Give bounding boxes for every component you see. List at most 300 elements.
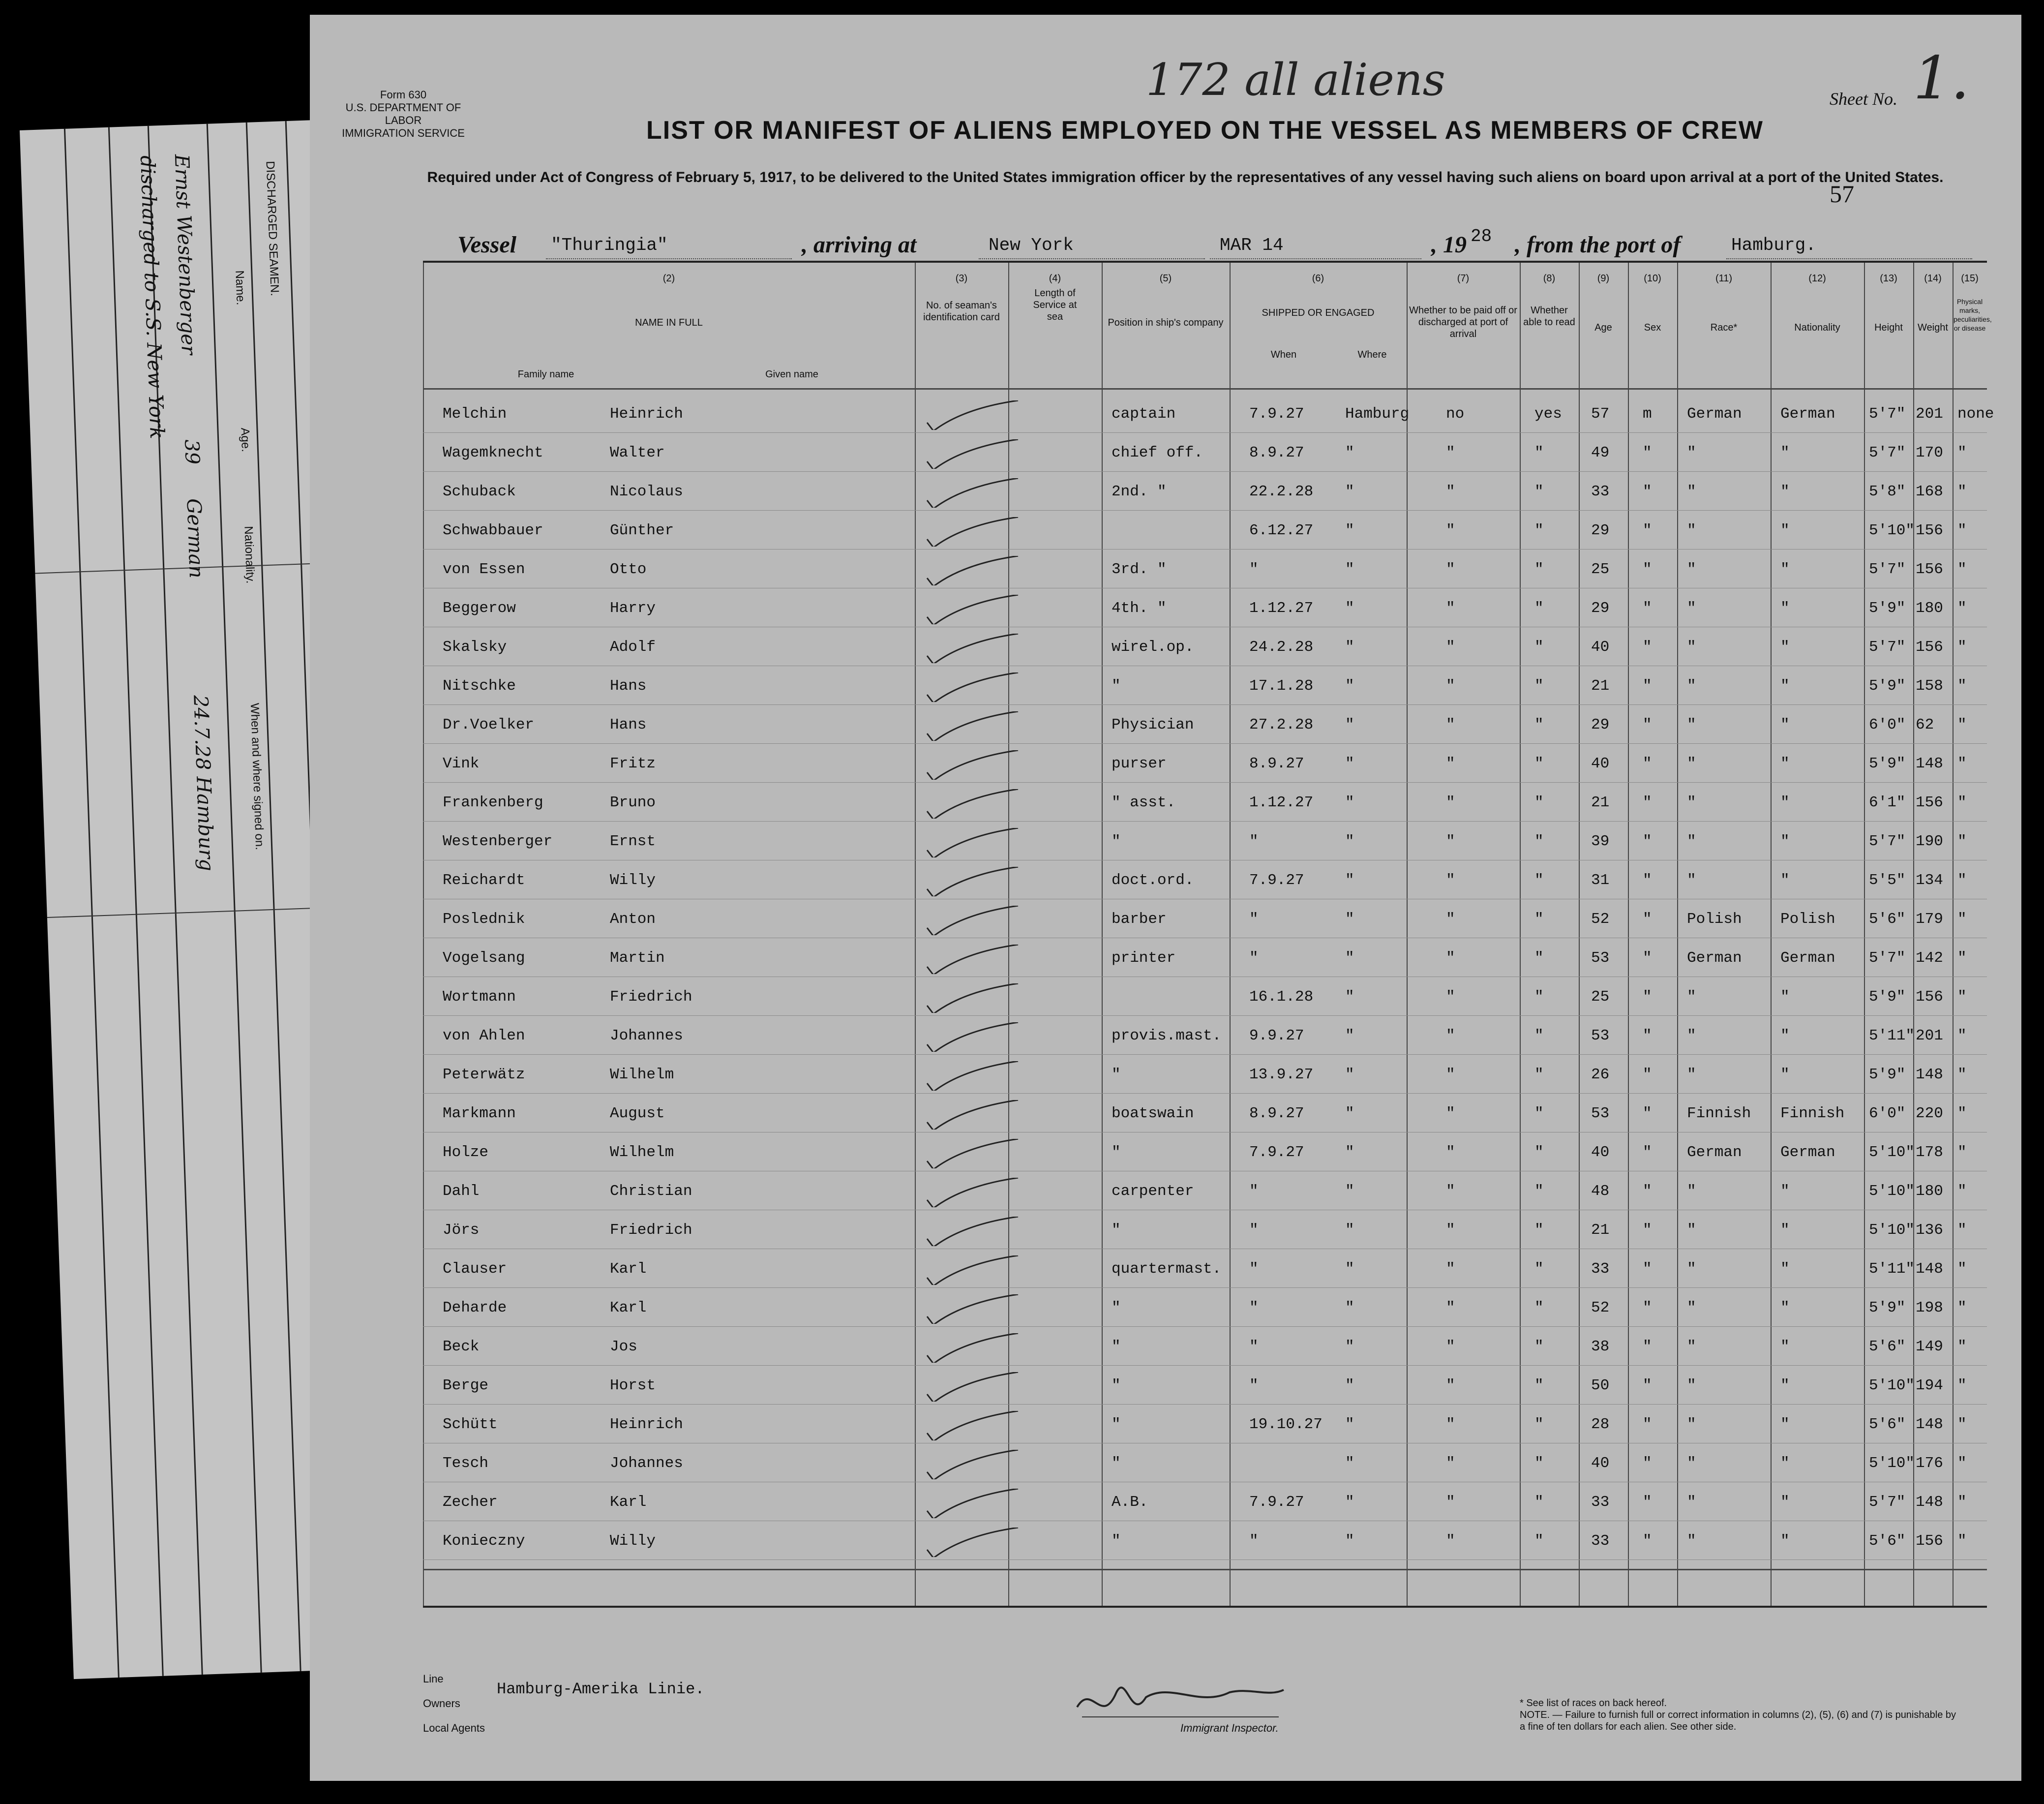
cell-position: " <box>1112 1532 1121 1550</box>
cell-given: Karl <box>610 1494 647 1511</box>
cell-marks: " <box>1957 444 1967 461</box>
cell-height: 5'10" <box>1869 1455 1915 1472</box>
cell-sex: " <box>1643 444 1652 461</box>
id-card-check-mark <box>925 556 1023 585</box>
col14-number: (14) <box>1924 273 1942 284</box>
cell-age: 33 <box>1591 1494 1610 1511</box>
id-card-check-mark <box>925 1139 1023 1168</box>
cell-where: " <box>1345 1455 1354 1472</box>
cell-nationality: " <box>1780 716 1790 734</box>
cell-race: " <box>1687 988 1696 1006</box>
cell-height: 5'9" <box>1869 1299 1906 1316</box>
cell-given: Friedrich <box>610 1222 692 1239</box>
crew-table <box>423 261 1994 1608</box>
cell-read: " <box>1534 1105 1544 1122</box>
col5-title: Position in ship's company <box>1108 317 1224 328</box>
cell-paid-off: " <box>1446 1455 1455 1472</box>
cell-race: " <box>1687 1299 1696 1316</box>
cell-family: Vink <box>443 755 480 772</box>
cell-read: " <box>1534 872 1544 889</box>
cell-sex: " <box>1643 1377 1652 1394</box>
slip-col-signed: When and where signed on. <box>247 703 267 851</box>
cell-read: " <box>1534 755 1544 772</box>
cell-paid-off: " <box>1446 833 1455 850</box>
col13-title: Height <box>1874 322 1903 333</box>
cell-where: " <box>1345 1066 1354 1083</box>
cell-marks: " <box>1957 1299 1967 1316</box>
cell-weight: 158 <box>1916 677 1943 695</box>
cell-weight: 62 <box>1916 716 1934 734</box>
cell-when: " <box>1249 1222 1259 1239</box>
id-card-check-mark <box>925 1294 1023 1324</box>
id-card-check-mark <box>925 517 1023 547</box>
cell-given: Willy <box>610 1532 656 1550</box>
cell-position: 2nd. " <box>1112 483 1167 500</box>
cell-given: Hans <box>610 677 647 695</box>
cell-when: " <box>1249 1338 1259 1355</box>
cell-position: " <box>1112 1222 1121 1239</box>
cell-age: 26 <box>1591 1066 1610 1083</box>
form-number: Form 630 <box>380 89 427 101</box>
cell-height: 5'9" <box>1869 1066 1906 1083</box>
cell-marks: " <box>1957 1532 1967 1550</box>
cell-nationality: " <box>1780 522 1790 539</box>
col12-title: Nationality <box>1794 322 1840 333</box>
cell-paid-off: " <box>1446 794 1455 811</box>
cell-read: " <box>1534 677 1544 695</box>
row-rule <box>423 1093 1987 1094</box>
cell-weight: 149 <box>1916 1338 1943 1355</box>
col-given-name: Given name <box>765 369 818 380</box>
id-card-check-mark <box>925 750 1023 780</box>
row-rule <box>423 1365 1987 1366</box>
cell-age: 57 <box>1591 405 1610 423</box>
slip-entry-signed: 24.7.28 Hamburg <box>189 695 218 872</box>
cell-sex: " <box>1643 833 1652 850</box>
id-card-check-mark <box>925 945 1023 974</box>
cell-when: 9.9.27 <box>1249 1027 1304 1044</box>
cell-position: barber <box>1112 911 1167 928</box>
cell-age: 29 <box>1591 716 1610 734</box>
cell-when: 13.9.27 <box>1249 1066 1314 1083</box>
col11-number: (11) <box>1715 273 1733 284</box>
cell-weight: 142 <box>1916 949 1943 967</box>
cell-marks: " <box>1957 1455 1967 1472</box>
page-subtitle: Required under Act of Congress of February 5, 1917, to be delivered to the United States immigration officer by the representatives of any vessel having such aliens on board upon arrival at a port of the United States. <box>427 169 1944 185</box>
cell-position: " <box>1112 677 1121 695</box>
cell-marks: " <box>1957 600 1967 617</box>
cell-sex: " <box>1643 522 1652 539</box>
cell-family: Deharde <box>443 1299 507 1316</box>
id-card-check-mark <box>925 634 1023 663</box>
cell-family: Vogelsang <box>443 949 525 967</box>
cell-height: 5'9" <box>1869 677 1906 695</box>
col7-title: Whether to be paid off or discharged at port of arrival <box>1409 305 1517 339</box>
col3-number: (3) <box>955 273 968 284</box>
col8-title: Whether able to read <box>1523 305 1575 328</box>
col14-title: Weight <box>1918 322 1948 333</box>
cell-given: Friedrich <box>610 988 692 1006</box>
cell-where: " <box>1345 1494 1354 1511</box>
cell-family: Holze <box>443 1144 489 1161</box>
cell-race: " <box>1687 639 1696 656</box>
arriving-label: , arriving at <box>802 232 917 258</box>
cell-age: 40 <box>1591 755 1610 772</box>
slip-title: DISCHARGED SEAMEN. <box>263 160 282 297</box>
cell-race: " <box>1687 444 1696 461</box>
cell-height: 5'6" <box>1869 1338 1906 1355</box>
cell-age: 33 <box>1591 483 1610 500</box>
cell-when: 7.9.27 <box>1249 1144 1304 1161</box>
cell-weight: 136 <box>1916 1222 1943 1239</box>
col9-number: (9) <box>1597 273 1610 284</box>
cell-paid-off: " <box>1446 1144 1455 1161</box>
col4-number: (4) <box>1049 273 1061 284</box>
cell-where: " <box>1345 522 1354 539</box>
cell-paid-off: " <box>1446 1494 1455 1511</box>
cell-when: " <box>1249 561 1259 578</box>
cell-race: German <box>1687 949 1742 967</box>
page-title: LIST OR MANIFEST OF ALIENS EMPLOYED ON THE VESSEL AS MEMBERS OF CREW <box>646 116 1764 145</box>
cell-marks: " <box>1957 1494 1967 1511</box>
id-card-check-mark <box>925 439 1023 469</box>
cell-sex: " <box>1643 1416 1652 1433</box>
cell-paid-off: " <box>1446 988 1455 1006</box>
id-card-check-mark <box>925 1372 1023 1402</box>
row-rule <box>423 1326 1987 1327</box>
cell-marks: " <box>1957 1144 1967 1161</box>
cell-where: " <box>1345 1144 1354 1161</box>
cell-marks: " <box>1957 794 1967 811</box>
cell-where: " <box>1345 677 1354 695</box>
cell-given: Adolf <box>610 639 656 656</box>
cell-height: 5'7" <box>1869 444 1906 461</box>
cell-weight: 148 <box>1916 1260 1943 1278</box>
slip-entry-nationality: German <box>182 498 208 579</box>
cell-position: " asst. <box>1112 794 1176 811</box>
cell-given: Walter <box>610 444 665 461</box>
cell-family: Tesch <box>443 1455 489 1472</box>
page-number: 57 <box>1830 180 1854 208</box>
cell-marks: " <box>1957 561 1967 578</box>
cell-family: Jörs <box>443 1222 480 1239</box>
cell-height: 5'10" <box>1869 522 1915 539</box>
cell-where: Hamburg <box>1345 405 1410 423</box>
cell-when: 8.9.27 <box>1249 444 1304 461</box>
cell-sex: " <box>1643 1260 1652 1278</box>
cell-race: " <box>1687 1338 1696 1355</box>
cell-paid-off: " <box>1446 483 1455 500</box>
cell-position: chief off. <box>1112 444 1203 461</box>
cell-family: Markmann <box>443 1105 516 1122</box>
cell-nationality: " <box>1780 1260 1790 1278</box>
cell-race: " <box>1687 716 1696 734</box>
cell-position: 4th. " <box>1112 600 1167 617</box>
cell-read: " <box>1534 794 1544 811</box>
slip-entry-note: discharged to S.S. New York <box>135 155 169 440</box>
cell-age: 38 <box>1591 1338 1610 1355</box>
cell-nationality: " <box>1780 833 1790 850</box>
race-note: * See list of races on back hereof. <box>1520 1698 1667 1709</box>
cell-when: " <box>1249 833 1259 850</box>
cell-read: " <box>1534 1416 1544 1433</box>
cell-where: " <box>1345 911 1354 928</box>
cell-race: " <box>1687 1416 1696 1433</box>
cell-sex: " <box>1643 794 1652 811</box>
cell-given: Karl <box>610 1260 647 1278</box>
cell-read: " <box>1534 522 1544 539</box>
cell-age: 29 <box>1591 522 1610 539</box>
sheet-no-label: Sheet No. <box>1830 89 1897 109</box>
cell-paid-off: " <box>1446 1532 1455 1550</box>
cell-when: 24.2.28 <box>1249 639 1314 656</box>
cell-weight: 156 <box>1916 639 1943 656</box>
cell-position: captain <box>1112 405 1176 423</box>
cell-paid-off: " <box>1446 755 1455 772</box>
cell-height: 5'7" <box>1869 833 1906 850</box>
vessel-label: Vessel <box>457 232 516 258</box>
cell-where: " <box>1345 716 1354 734</box>
cell-read: " <box>1534 1260 1544 1278</box>
col-family-name: Family name <box>517 369 574 380</box>
cell-read: " <box>1534 561 1544 578</box>
cell-read: " <box>1534 988 1544 1006</box>
col-where: Where <box>1357 349 1387 360</box>
id-card-check-mark <box>925 478 1023 508</box>
cell-family: Wortmann <box>443 988 516 1006</box>
col2-number: (2) <box>662 273 675 284</box>
cell-age: 53 <box>1591 1105 1610 1122</box>
cell-height: 5'9" <box>1869 988 1906 1006</box>
cell-family: Beck <box>443 1338 480 1355</box>
cell-paid-off: " <box>1446 1377 1455 1394</box>
cell-position: A.B. <box>1112 1494 1148 1511</box>
cell-where: " <box>1345 949 1354 967</box>
cell-race: " <box>1687 483 1696 500</box>
cell-paid-off: " <box>1446 872 1455 889</box>
id-card-check-mark <box>925 867 1023 896</box>
cell-age: 31 <box>1591 872 1610 889</box>
col5-number: (5) <box>1159 273 1172 284</box>
cell-read: " <box>1534 600 1544 617</box>
row-rule <box>423 782 1987 783</box>
arriving-port: New York <box>989 235 1074 255</box>
cell-weight: 170 <box>1916 444 1943 461</box>
cell-age: 52 <box>1591 1299 1610 1316</box>
cell-read: " <box>1534 1027 1544 1044</box>
cell-weight: 156 <box>1916 561 1943 578</box>
cell-family: Poslednik <box>443 911 525 928</box>
cell-position: " <box>1112 1416 1121 1433</box>
col3-title: No. of seaman's identification card <box>923 300 1000 323</box>
cell-given: Johannes <box>610 1455 683 1472</box>
cell-age: 29 <box>1591 600 1610 617</box>
cell-sex: " <box>1643 639 1652 656</box>
row-rule <box>423 1287 1987 1288</box>
cell-where: " <box>1345 483 1354 500</box>
cell-age: 40 <box>1591 639 1610 656</box>
cell-weight: 190 <box>1916 833 1943 850</box>
cell-paid-off: " <box>1446 949 1455 967</box>
inspector-label: Immigrant Inspector. <box>1180 1722 1279 1734</box>
cell-family: Reichardt <box>443 872 525 889</box>
manifest-sheet <box>310 15 2021 1781</box>
cell-nationality: " <box>1780 483 1790 500</box>
cell-read: " <box>1534 1222 1544 1239</box>
cell-read: " <box>1534 1144 1544 1161</box>
cell-position: provis.mast. <box>1112 1027 1222 1044</box>
cell-when: 6.12.27 <box>1249 522 1314 539</box>
cell-age: 21 <box>1591 677 1610 695</box>
cell-family: Beggerow <box>443 600 516 617</box>
cell-marks: " <box>1957 988 1967 1006</box>
cell-paid-off: " <box>1446 1183 1455 1200</box>
cell-given: Heinrich <box>610 405 683 423</box>
cell-read: " <box>1534 639 1544 656</box>
col13-number: (13) <box>1880 273 1897 284</box>
cell-read: " <box>1534 1494 1544 1511</box>
cell-weight: 180 <box>1916 1183 1943 1200</box>
cell-marks: " <box>1957 522 1967 539</box>
cell-nationality: " <box>1780 444 1790 461</box>
cell-race: German <box>1687 1144 1742 1161</box>
cell-paid-off: " <box>1446 1338 1455 1355</box>
cell-where: " <box>1345 872 1354 889</box>
cell-when: " <box>1249 1299 1259 1316</box>
cell-read: " <box>1534 833 1544 850</box>
cell-where: " <box>1345 755 1354 772</box>
cell-family: Melchin <box>443 405 507 423</box>
cell-sex: " <box>1643 1338 1652 1355</box>
year-suffix: 28 <box>1471 226 1492 246</box>
form-header <box>330 89 477 140</box>
cell-weight: 156 <box>1916 794 1943 811</box>
cell-when: " <box>1249 1260 1259 1278</box>
cell-sex: " <box>1643 988 1652 1006</box>
cell-marks: " <box>1957 1416 1967 1433</box>
cell-where: " <box>1345 444 1354 461</box>
id-card-check-mark <box>925 983 1023 1013</box>
cell-given: Otto <box>610 561 647 578</box>
cell-race: " <box>1687 833 1696 850</box>
cell-where: " <box>1345 1532 1354 1550</box>
cell-where: " <box>1345 639 1354 656</box>
cell-read: " <box>1534 1532 1544 1550</box>
cell-given: Karl <box>610 1299 647 1316</box>
cell-nationality: " <box>1780 1494 1790 1511</box>
row-rule <box>423 432 1987 433</box>
cell-weight: 148 <box>1916 755 1943 772</box>
cell-weight: 180 <box>1916 600 1943 617</box>
cell-weight: 178 <box>1916 1144 1943 1161</box>
col10-number: (10) <box>1644 273 1661 284</box>
cell-paid-off: " <box>1446 1222 1455 1239</box>
cell-given: Nicolaus <box>610 483 683 500</box>
cell-family: Zecher <box>443 1494 498 1511</box>
cell-height: 5'7" <box>1869 949 1906 967</box>
cell-nationality: " <box>1780 561 1790 578</box>
cell-height: 5'10" <box>1869 1377 1915 1394</box>
id-card-check-mark <box>925 1022 1023 1052</box>
cell-age: 53 <box>1591 1027 1610 1044</box>
cell-marks: " <box>1957 1260 1967 1278</box>
cell-family: Schwabbauer <box>443 522 543 539</box>
cell-height: 6'0" <box>1869 716 1906 734</box>
cell-nationality: German <box>1780 1144 1835 1161</box>
cell-age: 53 <box>1591 949 1610 967</box>
cell-weight: 201 <box>1916 1027 1943 1044</box>
cell-nationality: " <box>1780 755 1790 772</box>
cell-marks: none <box>1957 405 1994 423</box>
cell-weight: 156 <box>1916 988 1943 1006</box>
cell-age: 50 <box>1591 1377 1610 1394</box>
cell-family: Peterwätz <box>443 1066 525 1083</box>
id-card-check-mark <box>925 711 1023 741</box>
id-card-check-mark <box>925 1450 1023 1479</box>
cell-weight: 156 <box>1916 522 1943 539</box>
cell-given: Willy <box>610 872 656 889</box>
cell-marks: " <box>1957 1183 1967 1200</box>
slip-col-nationality: Nationality. <box>241 525 257 584</box>
cell-weight: 179 <box>1916 911 1943 928</box>
cell-sex: " <box>1643 949 1652 967</box>
cell-when: 8.9.27 <box>1249 1105 1304 1122</box>
cell-marks: " <box>1957 1377 1967 1394</box>
cell-paid-off: " <box>1446 522 1455 539</box>
col-when: When <box>1270 349 1297 360</box>
cell-marks: " <box>1957 872 1967 889</box>
cell-sex: " <box>1643 1494 1652 1511</box>
cell-sex: " <box>1643 1455 1652 1472</box>
cell-given: Horst <box>610 1377 656 1394</box>
slip-col-age: Age. <box>238 427 253 453</box>
cell-sex: " <box>1643 872 1652 889</box>
cell-sex: " <box>1643 561 1652 578</box>
cell-weight: 220 <box>1916 1105 1943 1122</box>
cell-given: Anton <box>610 911 656 928</box>
cell-where: " <box>1345 1416 1354 1433</box>
cell-sex: m <box>1643 405 1652 423</box>
cell-where: " <box>1345 600 1354 617</box>
cell-weight: 168 <box>1916 483 1943 500</box>
footer-line-value: Hamburg-Amerika Linie. <box>497 1680 705 1698</box>
cell-paid-off: " <box>1446 444 1455 461</box>
cell-marks: " <box>1957 677 1967 695</box>
cell-given: August <box>610 1105 665 1122</box>
col10-title: Sex <box>1644 322 1661 333</box>
cell-family: von Essen <box>443 561 525 578</box>
id-card-check-mark <box>925 828 1023 857</box>
footer-agents-label: Local Agents <box>423 1722 485 1734</box>
cell-paid-off: " <box>1446 1260 1455 1278</box>
cell-race: " <box>1687 872 1696 889</box>
cell-nationality: " <box>1780 872 1790 889</box>
cell-when: 7.9.27 <box>1249 405 1304 423</box>
department-name: U.S. DEPARTMENT OF LABOR <box>345 101 461 126</box>
cell-sex: " <box>1643 1027 1652 1044</box>
col7-number: (7) <box>1457 273 1470 284</box>
cell-family: Westenberger <box>443 833 553 850</box>
cell-marks: " <box>1957 483 1967 500</box>
cell-paid-off: " <box>1446 1066 1455 1083</box>
cell-height: 5'6" <box>1869 1416 1906 1433</box>
cell-nationality: " <box>1780 639 1790 656</box>
cell-nationality: " <box>1780 1027 1790 1044</box>
cell-age: 21 <box>1591 1222 1610 1239</box>
cell-where: " <box>1345 1183 1354 1200</box>
cell-age: 40 <box>1591 1455 1610 1472</box>
cell-read: " <box>1534 716 1544 734</box>
